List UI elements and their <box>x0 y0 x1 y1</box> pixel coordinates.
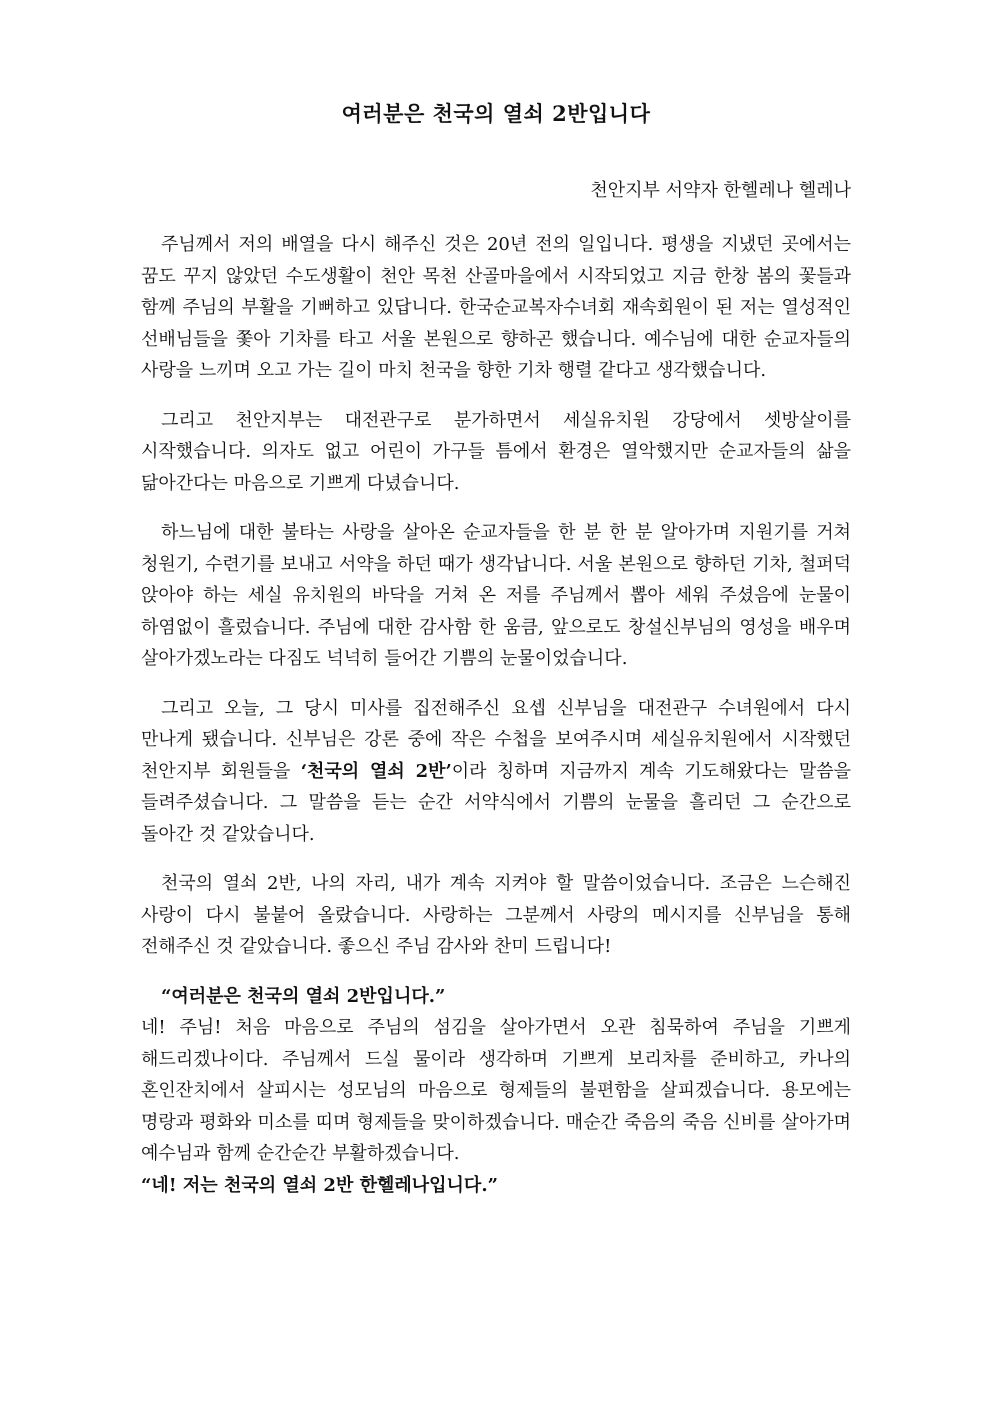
closing-quote: “네! 저는 천국의 열쇠 2반 한헬레나입니다.” <box>141 1174 498 1196</box>
author-line: 천안지부 서약자 한헬레나 헬레나 <box>590 180 851 201</box>
paragraph-4-text-start: 그리고 오늘, 그 당시 미사를 집전해주신 요셉 신부님을 대전관구 수녀원에서 다시 만나게 됐습니다. 신부님은 강론 중에 작은 수첩을 보여주시며 세실유치원에서 시작했던 천안지부 회원들을 <box>141 697 851 782</box>
closing-quote-block <box>141 981 851 1202</box>
paragraph-4-highlight: ‘천국의 열쇠 2반’ <box>300 760 452 782</box>
paragraph-4-text-end: 이라 칭하며 지금까지 계속 기도해왔다는 말씀을 들려주셨습니다. 그 말씀을 듣는 순간 서약식에서 기쁨의 눈물을 흘리던 그 순간으로 돌아간 것 같았습니다. <box>141 760 852 845</box>
document-body <box>141 229 851 1201</box>
opening-quote: “여러분은 천국의 열쇠 2반입니다.” <box>161 985 446 1007</box>
paragraph-1: 주님께서 저의 배열을 다시 해주신 것은 20년 전의 일입니다. 평생을 지냈던 곳에서는 꿈도 꾸지 않았던 수도생활이 천안 목천 산골마을에서 시작되었고 지금 한창 봄의 꽃들과 함께 주님의 부활을 기뻐하고 있답니다. 한국순교복자수녀회 재속회원이 된 저는 열성적인 선배님들을 쫓아 기차를 타고 서울 본원으로 향하곤 했습니다. 예수님에 대한 순교자들의 사랑을 느끼며 오고 가는 길이 마치 천국을 향한 기차 행렬 같다고 생각했습니다. <box>141 234 851 381</box>
document-title: 여러분은 천국의 열쇠 2반입니다 <box>341 101 651 126</box>
paragraph-3: 하느님에 대한 불타는 사랑을 살아온 순교자들을 한 분 한 분 알아가며 지원기를 거쳐 청원기, 수련기를 보내고 서약을 하던 때가 생각납니다. 서울 본원으로 향하던 기차, 철퍼덕 앉아야 하는 세실 유치원의 바닥을 거쳐 온 저를 주님께서 뽑아 세워 주셨음에 눈물이 하염없이 흘렀습니다. 주님에 대한 감사함 한 움큼, 앞으로도 창설신부님의 영성을 배우며 살아가겠노라는 다짐도 넉넉히 들어간 기쁨의 눈물이었습니다. <box>141 522 851 669</box>
paragraph-5: 천국의 열쇠 2반, 나의 자리, 내가 계속 지켜야 할 말씀이었습니다. 조금은 느슨해진 사랑이 다시 불붙어 올랐습니다. 사랑하는 그분께서 사랑의 메시지를 신부님을 통해 전해주신 것 같았습니다. 좋으신 주님 감사와 찬미 드립니다! <box>141 873 851 957</box>
closing-paragraph: 네! 주님! 처음 마음으로 주님의 섬김을 살아가면서 오관 침묵하여 주님을 기쁘게 해드리겠나이다. 주님께서 드실 물이라 생각하며 기쁘게 보리차를 준비하고, 카나의 혼인잔치에서 살피시는 성모님의 마음으로 형제들의 불편함을 살피겠습니다. 용모에는 명랑과 평화와 미소를 띠며 형제들을 맞이하겠습니다. 매순간 죽음의 죽음 신비를 살아가며 예수님과 함께 순간순간 부활하겠습니다. <box>141 1017 851 1164</box>
paragraph-2: 그리고 천안지부는 대전관구로 분가하면서 세실유치원 강당에서 셋방살이를 시작했습니다. 의자도 없고 어린이 가구들 틈에서 환경은 열악했지만 순교자들의 삶을 닮아간다는 마음으로 기쁘게 다녔습니다. <box>141 409 851 494</box>
paragraph-4 <box>141 693 851 851</box>
